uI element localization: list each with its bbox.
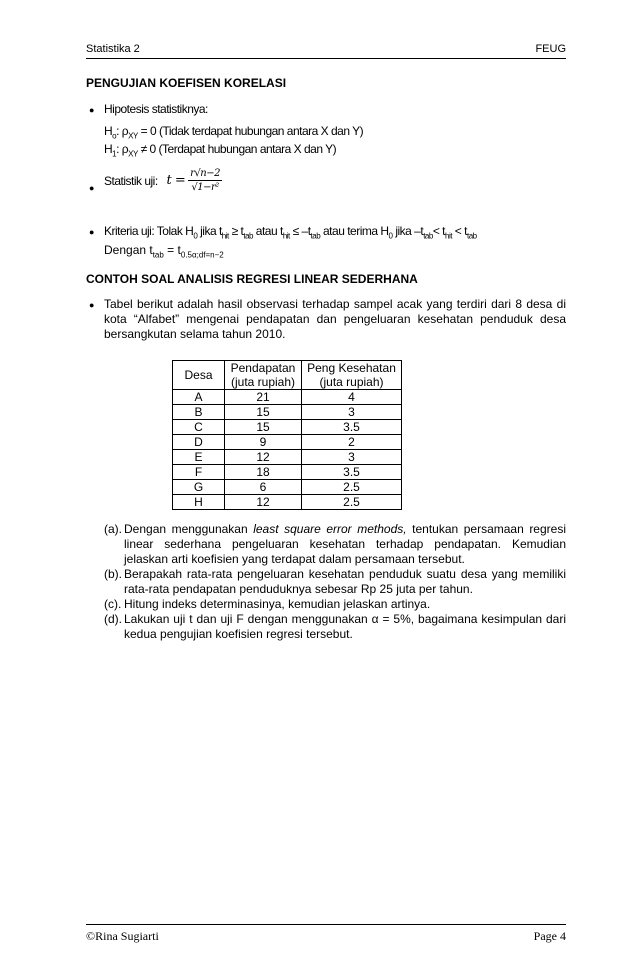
bullet-icon: ● [89, 227, 95, 237]
question-c: Hitung indeks determinasinya, kemudian jelaskan artinya. [124, 597, 431, 611]
bullet-icon: ● [89, 183, 95, 193]
question-a-emphasis: least square error methods, [253, 522, 407, 536]
col-pendapatan-line1: Pendapatan [230, 361, 296, 375]
cell-desa: B [173, 405, 225, 420]
page-header [86, 40, 566, 59]
table-row [173, 465, 402, 480]
h1-xy: XY [128, 149, 138, 159]
h0-xy: XY [128, 131, 138, 141]
h0-subscript: o [112, 131, 117, 141]
table-row [173, 405, 402, 420]
question-a-number: (a). [104, 522, 122, 536]
h1-rho: : ρ [116, 142, 129, 156]
table-row [173, 495, 402, 510]
kriteria-text: atau terima H [320, 224, 389, 238]
question-a [124, 522, 566, 567]
col-pendapatan-line2: (juta rupiah) [230, 375, 296, 389]
cell-kesehatan: 2.5 [302, 495, 402, 510]
formula-denominator: √1−r² [191, 182, 219, 193]
statistik-uji [104, 168, 222, 193]
section-title-korelasi: PENGUJIAN KOEFISEN KORELASI [86, 76, 287, 90]
table-row [173, 435, 402, 450]
cell-desa: C [173, 420, 225, 435]
col-peng-line2: (juta rupiah) [319, 375, 384, 389]
cell-desa: D [173, 435, 225, 450]
bullet-icon: ● [89, 105, 95, 115]
kriteria-sub: hit [282, 231, 290, 241]
cell-pendapatan: 9 [225, 435, 302, 450]
kriteria-text: < t [451, 224, 467, 238]
cell-desa: A [173, 390, 225, 405]
kriteria-sub: hit [221, 231, 229, 241]
intro-paragraph: Tabel berikut adalah hasil observasi terhadap sampel acak yang terdiri dari 8 desa di kota “Alfabet” mengenai pendapatan dan pengeluaran kesehatan penduduk desa bersangkutan selama tahun 2010. [104, 297, 566, 341]
footer-author: ©Rina Sugiarti [86, 929, 159, 943]
cell-pendapatan: 12 [225, 450, 302, 465]
cell-kesehatan: 3.5 [302, 465, 402, 480]
cell-pendapatan: 21 [225, 390, 302, 405]
cell-kesehatan: 4 [302, 390, 402, 405]
kriteria-text: < t [432, 224, 445, 238]
cell-desa: G [173, 480, 225, 495]
col-peng-kesehatan [302, 361, 402, 390]
cell-kesehatan: 3.5 [302, 420, 402, 435]
question-d: Lakukan uji t dan uji F dengan menggunakan α = 5%, bagaimana kesimpulan dari kedua pengujian koefisien regresi tersebut. [124, 612, 566, 641]
hipotesis-label: Hipotesis statistiknya: [104, 102, 208, 116]
dengan-t-tab [104, 243, 224, 259]
cell-desa: F [173, 465, 225, 480]
hypothesis-h0 [104, 124, 363, 140]
kriteria-text: Kriteria uji: Tolak H [104, 224, 194, 238]
page-footer [86, 924, 566, 943]
statistik-label: Statistik uji: [104, 173, 158, 188]
kriteria-sub: tab [423, 231, 433, 241]
table-row [173, 390, 402, 405]
h1-subscript: 1 [112, 149, 117, 159]
cell-pendapatan: 18 [225, 465, 302, 480]
h0-symbol: H [104, 124, 113, 138]
question-d-number: (d). [104, 612, 122, 626]
table-row [173, 450, 402, 465]
cell-kesehatan: 2 [302, 435, 402, 450]
h1-text: ≠ 0 (Terdapat hubungan antara X dan Y) [137, 142, 337, 156]
kriteria-text: atau t [252, 224, 283, 238]
kriteria-sub: tab [466, 231, 477, 241]
t-symbol: t = [166, 173, 186, 188]
cell-pendapatan: 15 [225, 405, 302, 420]
bullet-icon: ● [89, 300, 95, 310]
dengan-text: Dengan t [104, 243, 153, 257]
header-right: FEUG [535, 43, 566, 55]
dengan-sub: tab [152, 250, 164, 260]
question-b-number: (b). [104, 567, 122, 581]
cell-desa: E [173, 450, 225, 465]
kriteria-sub: hit [445, 231, 452, 241]
question-a-pre: Dengan menggunakan [124, 522, 254, 536]
kriteria-text: ≥ t [228, 224, 244, 238]
table-row [173, 420, 402, 435]
kriteria-sub: 0 [388, 231, 393, 241]
dengan-sub: 0.5α;df=n−2 [180, 250, 224, 260]
cell-kesehatan: 2.5 [302, 480, 402, 495]
h0-rho: : ρ [116, 124, 129, 138]
h0-text: = 0 (Tidak terdapat hubungan antara X dan Y) [137, 124, 364, 138]
col-desa: Desa [173, 361, 225, 390]
header-left: Statistika 2 [86, 43, 140, 55]
cell-desa: H [173, 495, 225, 510]
h1-symbol: H [104, 142, 113, 156]
hypothesis-h1 [104, 142, 336, 158]
formula-numerator: r√n−2 [190, 168, 220, 179]
kriteria-sub: 0 [193, 231, 198, 241]
cell-pendapatan: 6 [225, 480, 302, 495]
question-b: Berapakah rata-rata pengeluaran kesehatan penduduk suatu desa yang memiliki rata-rata pendapatan penduduknya sebesar Rp 25 juta per tahun. [124, 567, 566, 596]
footer-page-number: Page 4 [533, 929, 566, 943]
kriteria-text: jika –t [392, 224, 424, 238]
table-row [173, 480, 402, 495]
question-a-post: tentukan persamaan regresi linear sederhana pengeluaran kesehatan terhadap pendapatan. Kemudian jelaskan arti koefisien yang terdapat dalam persamaan tersebut. [124, 522, 566, 566]
cell-kesehatan: 3 [302, 405, 402, 420]
data-table [172, 360, 402, 510]
table-header-row [173, 361, 402, 390]
t-formula [188, 168, 222, 193]
dengan-text: = t [163, 243, 181, 257]
col-pendapatan [225, 361, 302, 390]
question-c-number: (c). [104, 597, 122, 611]
kriteria-uji [104, 224, 477, 240]
cell-kesehatan: 3 [302, 450, 402, 465]
kriteria-sub: tab [310, 231, 321, 241]
section-title-regresi: CONTOH SOAL ANALISIS REGRESI LINEAR SEDERHANA [86, 272, 418, 286]
cell-pendapatan: 15 [225, 420, 302, 435]
kriteria-sub: tab [243, 231, 253, 241]
col-peng-line1: Peng Kesehatan [307, 361, 396, 375]
cell-pendapatan: 12 [225, 495, 302, 510]
kriteria-text: ≤ –t [289, 224, 311, 238]
kriteria-text: jika t [197, 224, 222, 238]
